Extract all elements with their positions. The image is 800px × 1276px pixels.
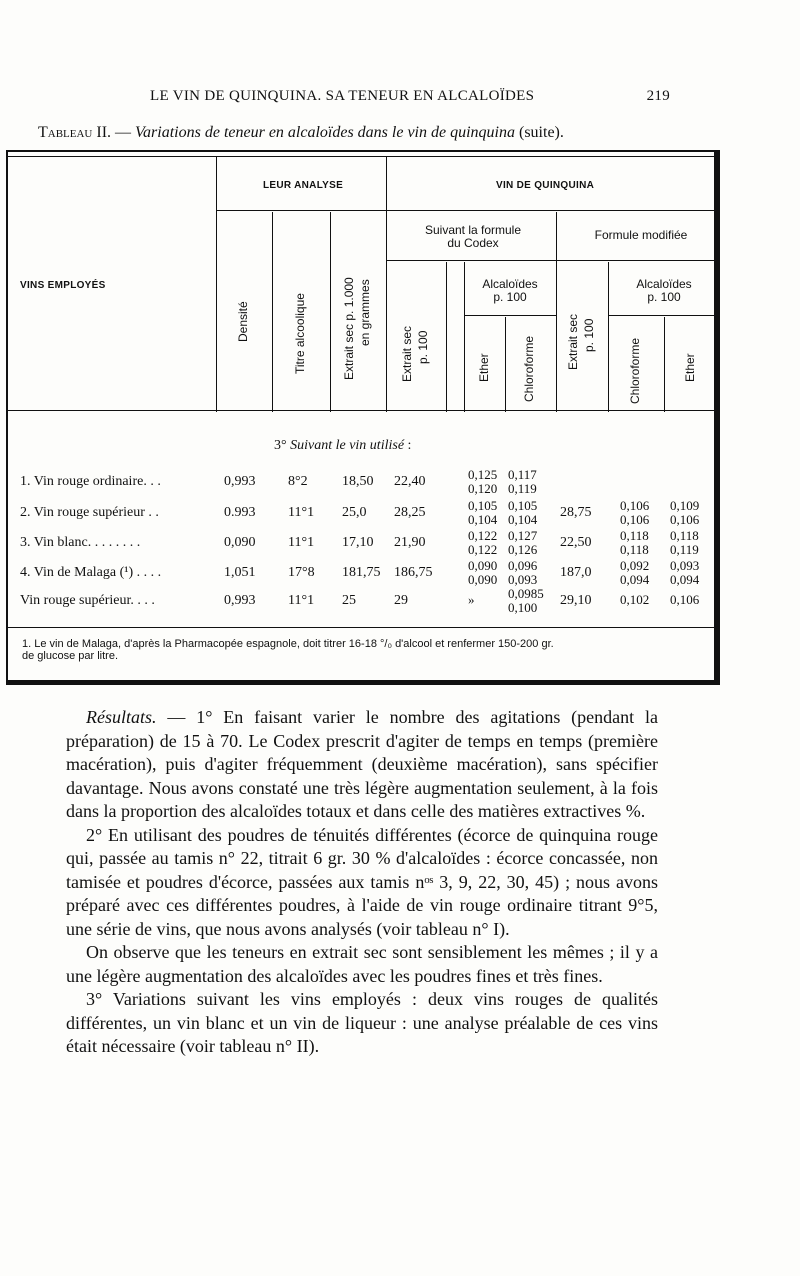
cell-extrait-codex: 186,75 bbox=[394, 565, 433, 580]
cell-ether-codex bbox=[468, 529, 497, 557]
cell-densite: 0,993 bbox=[224, 593, 256, 608]
row-name: 3. Vin blanc. . . . . . . . bbox=[20, 535, 141, 550]
cell-extrait-mod: 187,0 bbox=[560, 565, 592, 580]
cell-ether-codex bbox=[468, 559, 497, 587]
running-header bbox=[150, 88, 670, 105]
footnote-line2: de glucose par litre. bbox=[22, 650, 118, 662]
paragraph-1-rest: — 1° En faisant varier le nombre des agitations (pendant la préparation) de 15 à 70. Le Codex prescrit d'agiter de temps en temps (première macération), puis d'agiter fréquemment (deuxième macération), sans spécifier davantage. Nous avons constaté une très légère augmentation seulement, à la fois dans la proportion des alcaloïdes totaux et dans celle des matières extractives %. bbox=[66, 707, 658, 821]
cell-chloro-mod bbox=[620, 499, 649, 527]
cell-ether-mod-value: 0,119 bbox=[670, 542, 699, 557]
col-chloroforme-mod: Chloroforme bbox=[628, 337, 642, 404]
caption-suffix: (suite). bbox=[519, 124, 564, 141]
cell-chloro-codex bbox=[508, 468, 537, 496]
cell-ether-codex-value: 0,090 bbox=[468, 558, 498, 573]
cell-extrait: 25,0 bbox=[342, 505, 367, 520]
section-italic: Suivant le vin utilisé bbox=[290, 438, 405, 453]
alc-codex-line1: Alcaloïdes bbox=[482, 277, 538, 291]
cell-ether-codex bbox=[468, 468, 497, 496]
vrule bbox=[608, 262, 609, 412]
paragraph-2: 2° En utilisant des poudres de ténuités différentes (écorce de quinquina rouge qui, passée au tamis n° 22, titrait 6 gr. 30 % d'alcaloïdes : écorce concassée, non tamisée et poudres d'écorce, passées aux tamis nᵒˢ 3, 9, 22, 30, 45) ; nous avons préparé avec ces différentes poudres, à l'aide de vin rouge ordinaire titrant 9°5, une série de vins, que nous avons analysés (voir tableau n° I). bbox=[66, 824, 658, 939]
cell-extrait: 18,50 bbox=[342, 474, 374, 489]
cell-chloro-codex-value: 0,104 bbox=[508, 512, 538, 527]
cell-ether-codex bbox=[468, 499, 497, 527]
caption-text: Variations de teneur en alcaloïdes dans le vin de quinquina bbox=[135, 124, 515, 141]
vrule bbox=[216, 156, 217, 412]
sub-codex-line1: Suivant la formule bbox=[424, 223, 522, 237]
cell-chloro-codex-value: 0,126 bbox=[508, 542, 538, 557]
cell-extrait-mod: 28,75 bbox=[560, 505, 592, 520]
vrule bbox=[664, 317, 665, 412]
sub-codex-line2: du Codex bbox=[447, 236, 499, 250]
vrule bbox=[386, 156, 387, 412]
group-vin-de-quinquina: VIN DE QUINQUINA bbox=[496, 180, 595, 191]
row-name: 2. Vin rouge supérieur . . bbox=[20, 505, 159, 520]
cell-chloro-mod-value: 0,106 bbox=[620, 512, 650, 527]
col-extrait-1000: Extrait sec p. 1.000 bbox=[342, 277, 356, 380]
cell-ether-codex-value: 0,120 bbox=[468, 481, 498, 496]
cell-titre: 11°1 bbox=[288, 593, 315, 608]
cell-chloro-mod bbox=[620, 559, 649, 587]
table-top-rule bbox=[8, 156, 716, 157]
caption-label: Tableau II. bbox=[38, 124, 112, 141]
vrule bbox=[505, 317, 506, 412]
cell-chloro-codex bbox=[508, 587, 544, 615]
alc-codex-rule bbox=[464, 315, 556, 316]
cell-ether-codex-value: 0,104 bbox=[468, 512, 498, 527]
cell-chloro-codex-value: 0,117 bbox=[508, 467, 537, 482]
vrule bbox=[446, 262, 447, 412]
cell-chloro-mod-value: 0,118 bbox=[620, 542, 649, 557]
cell-ether-codex bbox=[468, 593, 475, 607]
group-rule bbox=[216, 210, 716, 211]
cell-ether-mod-value: 0,094 bbox=[670, 572, 700, 587]
cell-titre: 11°1 bbox=[288, 535, 315, 550]
row-name: 4. Vin de Malaga (¹) . . . . bbox=[20, 565, 162, 580]
cell-ether-mod-value: 0,106 bbox=[670, 512, 700, 527]
vrule bbox=[556, 212, 557, 412]
cell-chloro-codex-value: 0,105 bbox=[508, 498, 538, 513]
cell-chloro-codex-value: 0,096 bbox=[508, 558, 538, 573]
body-text bbox=[66, 706, 658, 1059]
subgroup-rule bbox=[386, 260, 716, 261]
cell-ether-mod-value: 0,093 bbox=[670, 558, 700, 573]
col-ether-codex: Ether bbox=[477, 353, 491, 382]
col-vins-employes: VINS EMPLOYÉS bbox=[20, 280, 106, 291]
cell-ether-codex-value: 0,105 bbox=[468, 498, 498, 513]
cell-densite: 1,051 bbox=[224, 565, 256, 580]
cell-chloro-codex bbox=[508, 529, 537, 557]
data-table bbox=[6, 150, 720, 685]
footnote-line1: 1. Le vin de Malaga, d'après la Pharmacopée espagnole, doit titrer 16-18 °/₀ d'alcool et renfermer 150-200 gr. bbox=[22, 638, 554, 650]
cell-ether-codex-value: 0,090 bbox=[468, 572, 498, 587]
paragraph-3: On observe que les teneurs en extrait sec sont sensiblement les mêmes ; il y a une légère augmentation des alcaloïdes avec les poudres fines et très fines. bbox=[66, 942, 658, 986]
col-extrait-mod-unit: p. 100 bbox=[582, 318, 596, 352]
cell-densite: 0,090 bbox=[224, 535, 256, 550]
col-extrait-1000-unit: en grammes bbox=[358, 279, 372, 346]
cell-extrait-mod: 29,10 bbox=[560, 593, 592, 608]
cell-titre: 17°8 bbox=[288, 565, 315, 580]
alc-mod-line1: Alcaloïdes bbox=[636, 277, 692, 291]
table-footnote bbox=[22, 638, 712, 662]
col-ether-mod: Ether bbox=[683, 353, 697, 382]
cell-extrait: 181,75 bbox=[342, 565, 381, 580]
table-caption bbox=[38, 124, 718, 142]
cell-ether-mod bbox=[670, 529, 699, 557]
running-title: LE VIN DE QUINQUINA. SA TENEUR EN ALCALOÏDES bbox=[150, 88, 535, 104]
header-bottom-rule bbox=[8, 410, 716, 411]
col-densite: Densité bbox=[236, 301, 250, 342]
cell-chloro-mod bbox=[620, 593, 649, 607]
alc-mod-line2: p. 100 bbox=[647, 290, 681, 304]
sub-modifiee: Formule modifiée bbox=[594, 228, 688, 242]
alc-codex-line2: p. 100 bbox=[493, 290, 527, 304]
col-extrait-codex: Extrait sec bbox=[400, 325, 414, 382]
cell-ether-mod bbox=[670, 593, 699, 607]
cell-chloro-codex bbox=[508, 499, 537, 527]
cell-chloro-mod-value: 0,118 bbox=[620, 528, 649, 543]
section-prefix: 3° bbox=[274, 438, 287, 453]
vrule bbox=[272, 212, 273, 412]
cell-titre: 11°1 bbox=[288, 505, 315, 520]
alcaloides-mod bbox=[612, 278, 716, 304]
sub-codex bbox=[398, 224, 548, 250]
cell-ether-codex-value: 0,125 bbox=[468, 467, 498, 482]
cell-ether-mod bbox=[670, 499, 699, 527]
cell-extrait-codex: 29 bbox=[394, 593, 408, 608]
cell-chloro-mod bbox=[620, 529, 649, 557]
cell-chloro-codex-value: 0,100 bbox=[508, 600, 538, 615]
cell-densite: 0,993 bbox=[224, 474, 256, 489]
paragraph-4: 3° Variations suivant les vins employés : deux vins rouges de qualités différentes, un vin blanc et un vin de liqueur : une analyse préalable de ces vins était nécessaire (voir tableau n° II). bbox=[66, 989, 658, 1056]
row-name: Vin rouge supérieur. . . . bbox=[20, 593, 155, 608]
cell-chloro-codex-value: 0,0985 bbox=[508, 586, 544, 601]
cell-chloro-codex-value: 0,119 bbox=[508, 481, 537, 496]
paragraph-1-lead: Résultats. bbox=[86, 707, 157, 727]
cell-ether-mod-value: 0,109 bbox=[670, 498, 700, 513]
col-extrait-codex-unit: p. 100 bbox=[416, 330, 430, 364]
cell-ether-codex-value: 0,122 bbox=[468, 528, 498, 543]
cell-chloro-mod-value: 0,094 bbox=[620, 572, 650, 587]
cell-ether-mod-value: 0,106 bbox=[670, 592, 700, 607]
cell-extrait: 25 bbox=[342, 593, 356, 608]
cell-ether-codex-value: » bbox=[468, 592, 475, 607]
cell-chloro-codex-value: 0,093 bbox=[508, 572, 538, 587]
cell-ether-mod-value: 0,118 bbox=[670, 528, 699, 543]
row-name: 1. Vin rouge ordinaire. . . bbox=[20, 474, 161, 489]
vrule bbox=[330, 212, 331, 412]
cell-chloro-mod-value: 0,106 bbox=[620, 498, 650, 513]
cell-chloro-mod-value: 0,092 bbox=[620, 558, 650, 573]
cell-ether-codex-value: 0,122 bbox=[468, 542, 498, 557]
col-chloroforme-codex: Chloroforme bbox=[522, 335, 536, 402]
cell-ether-mod bbox=[670, 559, 699, 587]
cell-chloro-mod-value: 0,102 bbox=[620, 592, 650, 607]
cell-chloro-codex bbox=[508, 559, 537, 587]
group-leur-analyse: LEUR ANALYSE bbox=[263, 180, 344, 191]
cell-titre: 8°2 bbox=[288, 474, 308, 489]
page-number: 219 bbox=[646, 88, 670, 104]
cell-chloro-codex-value: 0,127 bbox=[508, 528, 538, 543]
paragraph-1 bbox=[66, 706, 658, 824]
section-colon: : bbox=[407, 438, 412, 453]
section-title bbox=[274, 438, 411, 454]
alcaloides-codex bbox=[464, 278, 556, 304]
body-bottom-rule bbox=[8, 627, 716, 628]
caption-dash: — bbox=[115, 124, 132, 141]
alc-mod-rule bbox=[608, 315, 716, 316]
cell-extrait-mod: 22,50 bbox=[560, 535, 592, 550]
col-extrait-mod: Extrait sec bbox=[566, 313, 580, 370]
cell-densite: 0.993 bbox=[224, 505, 256, 520]
cell-extrait-codex: 28,25 bbox=[394, 505, 426, 520]
cell-extrait-codex: 21,90 bbox=[394, 535, 426, 550]
cell-extrait: 17,10 bbox=[342, 535, 374, 550]
cell-extrait-codex: 22,40 bbox=[394, 474, 426, 489]
col-titre-alcoolique: Titre alcoolique bbox=[293, 293, 307, 374]
